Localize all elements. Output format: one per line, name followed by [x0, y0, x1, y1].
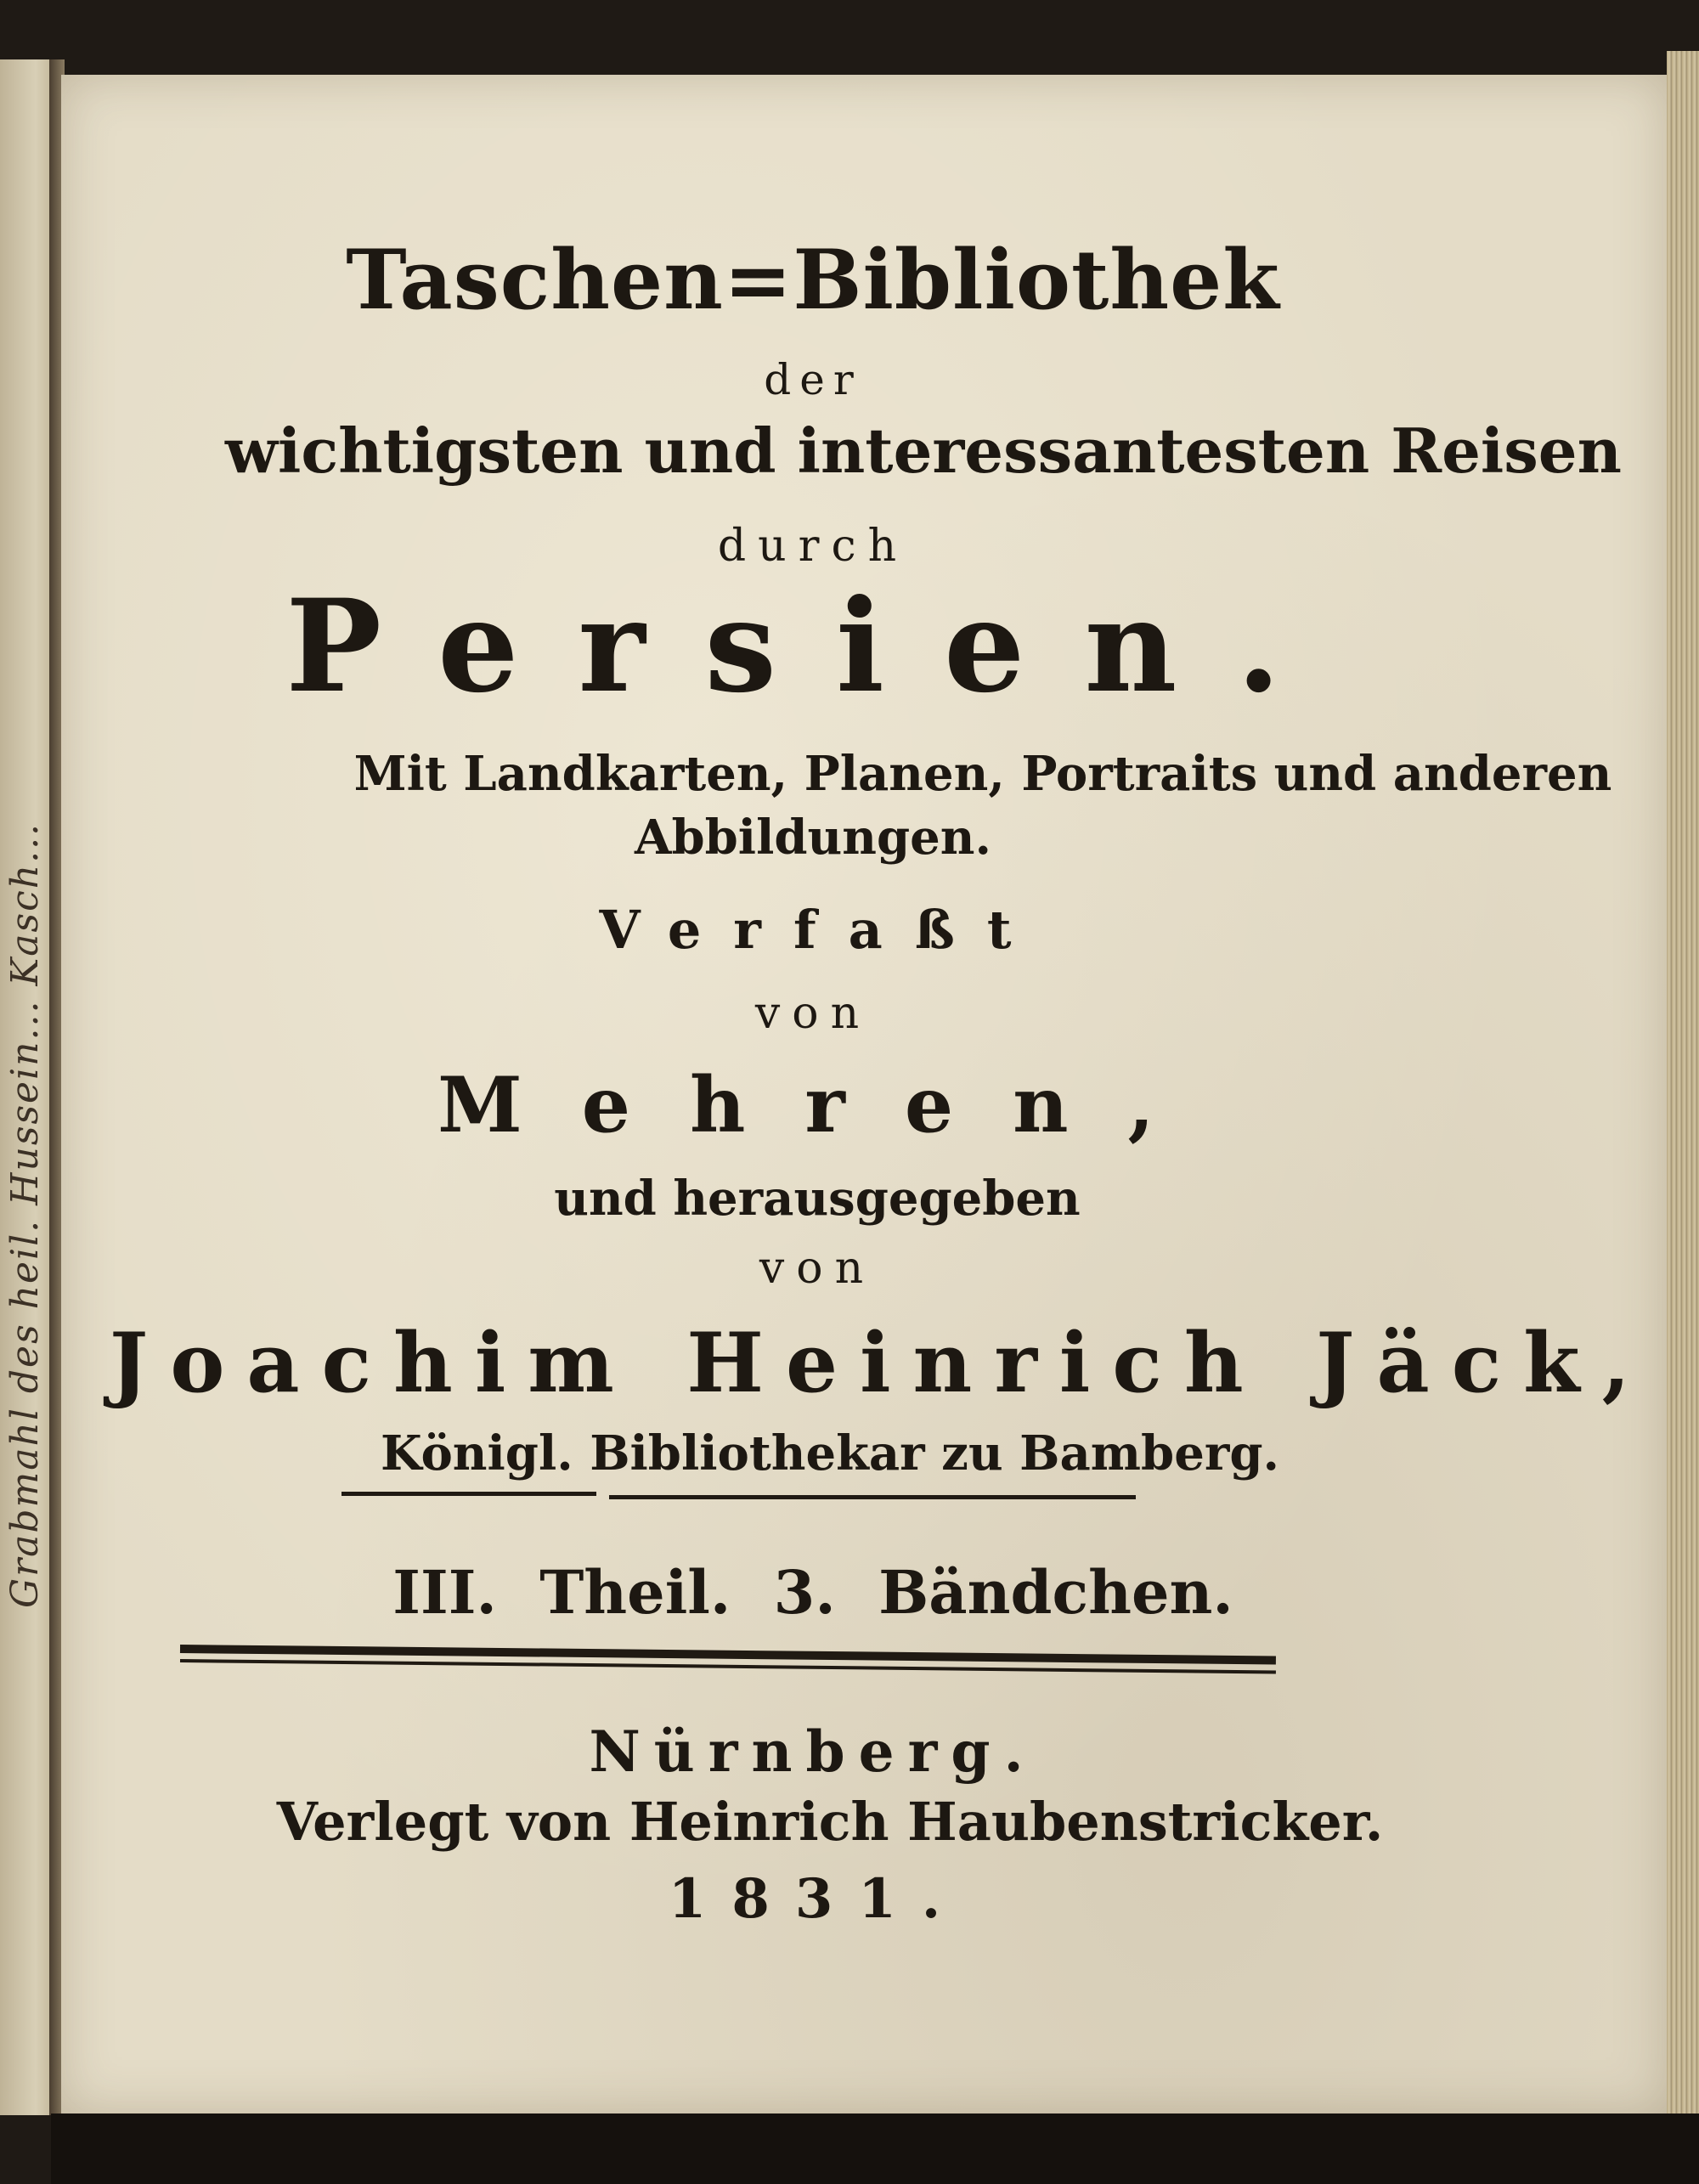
edited-label: und herausgegeben — [554, 1171, 1081, 1227]
series-subtitle: wichtigsten und interessantesten Reisen — [225, 415, 1622, 487]
verfasst-label: Verfaßt — [599, 899, 1044, 961]
margin-note-text: Grabmahl des heil. Hussein... Kasch... — [3, 821, 48, 1608]
series-title: Taschen=Bibliothek — [346, 232, 1280, 328]
volume-info: III. Theil. 3. Bändchen. — [392, 1557, 1233, 1628]
connector-der: der — [764, 355, 862, 404]
divider-long — [609, 1495, 1136, 1499]
page-edges — [1667, 51, 1699, 2141]
connector-durch: durch — [717, 521, 909, 572]
title-page-content — [61, 75, 1667, 2113]
imprint-publisher: Verlegt von Heinrich Haubenstricker. — [276, 1791, 1384, 1853]
divider-short — [341, 1492, 596, 1496]
editor-role: Königl. Bibliothekar zu Bamberg. — [381, 1425, 1279, 1481]
illustrations-line-2: Abbildungen. — [635, 810, 991, 866]
bottom-shadow — [51, 2113, 1699, 2184]
authors: Mehren, — [437, 1060, 1214, 1150]
connector-von-1: von — [754, 988, 872, 1039]
connector-von-2: von — [759, 1243, 876, 1294]
imprint-place: Nürnberg. — [589, 1718, 1037, 1785]
imprint-year: 1831. — [668, 1867, 967, 1931]
title-page — [61, 75, 1667, 2113]
editor-name: Joachim Heinrich Jäck, — [109, 1315, 1653, 1411]
illustrations-line-1: Mit Landkarten, Planen, Portraits und anderen — [353, 746, 1612, 802]
country-title: Persien. — [285, 572, 1341, 721]
